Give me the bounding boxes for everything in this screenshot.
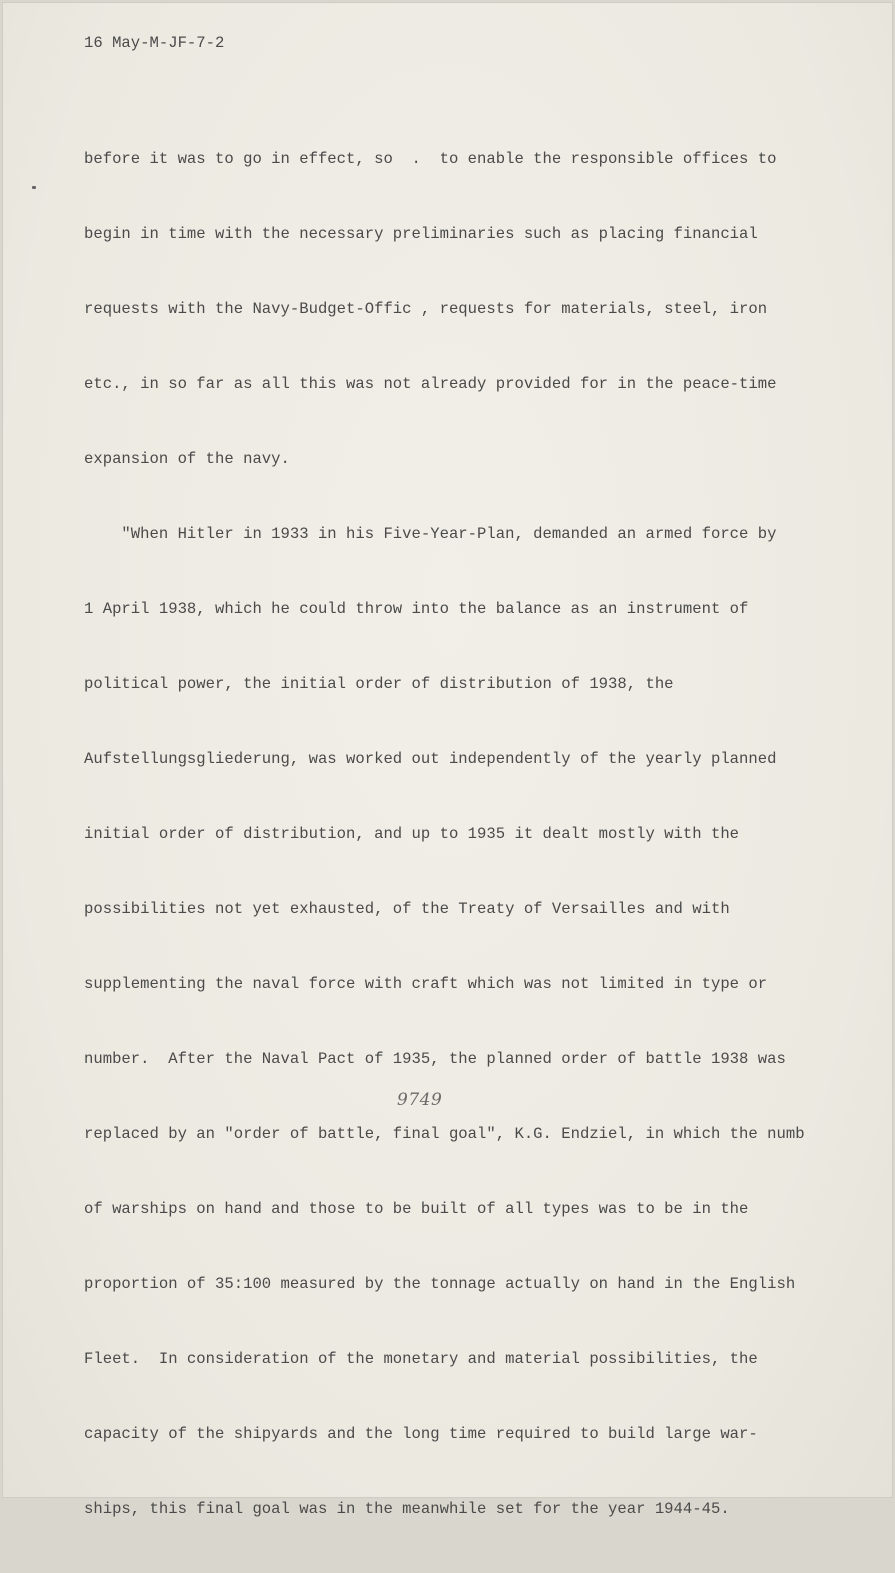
text-line: expansion of the navy. [84,450,290,468]
text-line: 1 April 1938, which he could throw into the balance as an instrument of [84,600,749,618]
text-line: capacity of the shipyards and the long time required to build large war- [84,1425,758,1443]
text-line: supplementing the naval force with craft which was not limited in type or [84,975,768,993]
text-line: of warships on hand and those to be built of all types was to be in the [84,1200,749,1218]
text-line: Fleet. In consideration of the monetary and material possibilities, the [84,1350,758,1368]
text-line: Aufstellungsgliederung, was worked out independently of the yearly planned [84,750,777,768]
text-line: etc., in so far as all this was not already provided for in the peace-time [84,375,777,393]
text-line: initial order of distribution, and up to 1935 it dealt mostly with the [84,825,740,843]
text-line: requests with the Navy-Budget-Offic , requests for materials, steel, iron [84,300,768,318]
text-line: possibilities not yet exhausted, of the Treaty of Versailles and with [84,900,730,918]
page-number: 9749 [397,1090,443,1110]
text-line: before it was to go in effect, so . to enable the responsible offices to [84,150,777,168]
text-line: replaced by an "order of battle, final goal", K.G. Endziel, in which the numb [84,1125,805,1143]
text-line: "When Hitler in 1933 in his Five-Year-Plan, demanded an armed force by [84,525,777,543]
text-line: begin in time with the necessary preliminaries such as placing financial [84,225,758,243]
document-body [84,112,874,1573]
document-page [2,2,893,1518]
document-header: 16 May-M-JF-7-2 [84,34,225,52]
text-line: ships, this final goal was in the meanwhile set for the year 1944-45. [84,1500,730,1518]
margin-mark [32,186,36,189]
text-line: number. After the Naval Pact of 1935, the planned order of battle 1938 was [84,1050,786,1068]
text-line: proportion of 35:100 measured by the tonnage actually on hand in the English [84,1275,796,1293]
text-line: political power, the initial order of distribution of 1938, the [84,675,674,693]
